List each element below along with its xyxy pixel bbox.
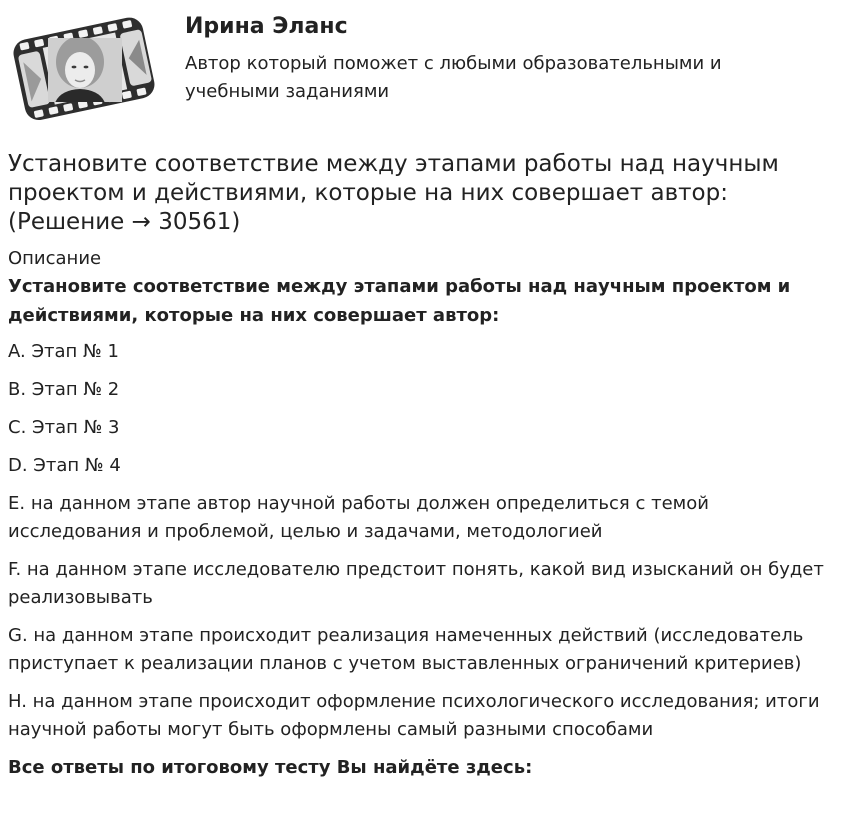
description-label: Описание xyxy=(8,248,102,269)
option-item: H. на данном этапе происходит оформление психологического исследования; итоги научной работы могут быть оформлены самый разными способами xyxy=(8,691,820,740)
option-item: A. Этап № 1 xyxy=(8,341,119,362)
page-title: Установите соответствие между этапами работы над научным проектом и действиями, которые на них совершает автор: (Решение → 30561) xyxy=(8,151,779,235)
author-card xyxy=(8,6,838,130)
option-item: G. на данном этапе происходит реализация намеченных действий (исследователь приступает к реализации планов с учетом выставленных ограничений критериев) xyxy=(8,625,804,674)
author-description: Автор который поможет с любыми образовательными и учебными заданиями xyxy=(185,53,722,102)
option-item: D. Этап № 4 xyxy=(8,455,121,476)
answers-link-text: Все ответы по итоговому тесту Вы найдёте здесь: xyxy=(8,757,533,778)
option-item: B. Этап № 2 xyxy=(8,379,120,400)
content-body xyxy=(8,246,843,782)
question-text: Установите соответствие между этапами работы над научным проектом и действиями, которые на них совершает автор: xyxy=(8,276,791,326)
option-item: E. на данном этапе автор научной работы должен определиться с темой исследования и проблемой, целью и задачами, методологией xyxy=(8,493,709,542)
author-name: Ирина Эланс xyxy=(185,14,348,39)
film-strip-avatar-icon xyxy=(8,10,158,128)
option-item: F. на данном этапе исследователю предстоит понять, какой вид изысканий он будет реализовывать xyxy=(8,559,824,608)
option-item: C. Этап № 3 xyxy=(8,417,120,438)
